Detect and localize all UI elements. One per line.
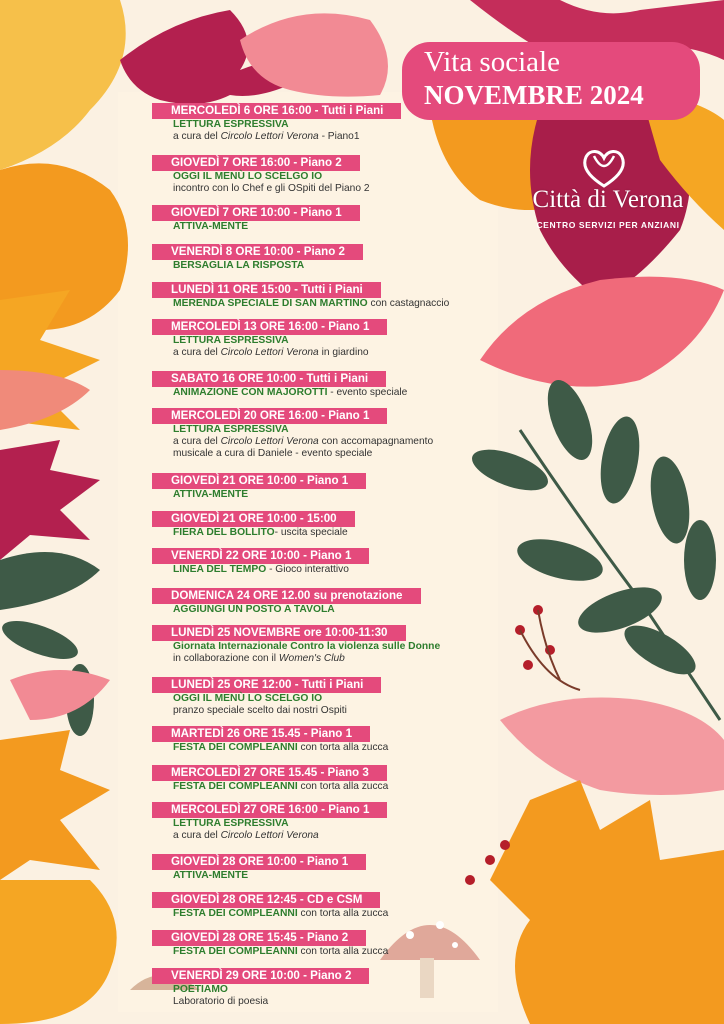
event-date-bar: VENERDÌ 8 ORE 10:00 - Piano 2 xyxy=(152,244,363,260)
pink-leaf-icon xyxy=(500,698,724,796)
event-title: LETTURA ESPRESSIVA xyxy=(173,119,289,130)
event-item xyxy=(152,966,369,1008)
event-item xyxy=(152,852,366,882)
event-date-bar: VENERDÌ 22 ORE 10:00 - Piano 1 xyxy=(152,548,369,564)
event-description: a cura del Circolo Lettori Verona - Piano1 xyxy=(173,131,360,142)
event-title: ATTIVA-MENTE xyxy=(173,489,249,500)
event-item xyxy=(152,317,387,359)
event-item xyxy=(152,546,369,576)
event-description: a cura del Circolo Lettori Verona con accomapagnamento xyxy=(173,436,434,447)
berry-icon xyxy=(523,660,533,670)
event-date-bar: GIOVEDÌ 21 ORE 10:00 - 15:00 xyxy=(152,511,355,527)
event-item xyxy=(152,280,449,310)
event-description: a cura del Circolo Lettori Verona xyxy=(173,830,319,841)
event-title: LINEA DEL TEMPO - Gioco interattivo xyxy=(173,564,349,575)
event-date-bar: MERCOLEDÌ 13 ORE 16:00 - Piano 1 xyxy=(152,319,387,335)
event-description: incontro con lo Chef e gli OSpiti del Piano 2 xyxy=(173,183,370,194)
event-title: FESTA DEI COMPLEANNI con torta alla zucca xyxy=(173,742,389,753)
event-title-note: - Gioco interattivo xyxy=(266,564,349,575)
orange-leaf-icon xyxy=(490,780,724,1024)
event-item xyxy=(152,509,355,539)
event-title: OGGI IL MENÙ LO SCELGO IO xyxy=(173,171,323,182)
event-description: Laboratorio di poesia xyxy=(173,996,269,1007)
event-item xyxy=(152,153,370,195)
green-leaf-icon xyxy=(684,520,716,600)
event-item xyxy=(152,586,421,616)
event-description: musicale a cura di Daniele - evento speciale xyxy=(173,448,373,459)
logo-name: Città di Verona xyxy=(532,186,684,213)
green-leaf-icon xyxy=(513,531,607,589)
event-item xyxy=(152,928,388,958)
event-item xyxy=(152,471,366,501)
event-date-bar: LUNEDÌ 25 NOVEMBRE ore 10:00-11:30 xyxy=(152,625,406,641)
title-banner xyxy=(402,42,700,120)
event-title: ANIMAZIONE CON MAJOROTTI - evento speciale xyxy=(173,387,408,398)
event-title-note: con torta alla zucca xyxy=(297,742,389,753)
event-item xyxy=(152,800,387,842)
event-date-bar: MERCOLEDÌ 27 ORE 16:00 - Piano 1 xyxy=(152,802,387,818)
berry-icon xyxy=(500,840,510,850)
berry-icon xyxy=(485,855,495,865)
event-item xyxy=(152,242,363,272)
event-title-note: con torta alla zucca xyxy=(297,781,389,792)
event-date-bar: MERCOLEDÌ 6 ORE 16:00 - Tutti i Piani xyxy=(152,103,401,119)
event-title-note: con torta alla zucca xyxy=(297,946,389,957)
event-item xyxy=(152,890,388,920)
event-title: LETTURA ESPRESSIVA xyxy=(173,818,289,829)
event-date-bar: GIOVEDÌ 28 ORE 15:45 - Piano 2 xyxy=(152,930,366,946)
event-title: POETIAMO xyxy=(173,984,228,995)
event-date-bar: LUNEDÌ 11 ORE 15:00 - Tutti i Piani xyxy=(152,282,381,298)
orange-leaf-icon xyxy=(0,880,117,1024)
event-title: Giornata Internazionale Contro la violenza sulle Donne xyxy=(173,641,441,652)
pink-leaf-icon xyxy=(480,277,724,387)
event-title: MERENDA SPECIALE DI SAN MARTINO con castagnaccio xyxy=(173,298,450,309)
event-item xyxy=(152,101,401,143)
event-title: ATTIVA-MENTE xyxy=(173,221,249,232)
event-description: in collaborazione con il Women's Club xyxy=(173,653,345,664)
event-date-bar: MERCOLEDÌ 20 ORE 16:00 - Piano 1 xyxy=(152,408,387,424)
green-leaf-icon xyxy=(595,414,646,507)
event-title: OGGI IL MENÙ LO SCELGO IO xyxy=(173,693,323,704)
event-item xyxy=(152,203,360,233)
event-title-note: - uscita speciale xyxy=(274,527,348,538)
event-description: a cura del Circolo Lettori Verona in giardino xyxy=(173,347,369,358)
title-line1: Vita sociale xyxy=(424,46,560,78)
title-month: NOVEMBRE 2024 xyxy=(424,80,644,110)
event-item xyxy=(152,406,433,460)
green-leaf-icon xyxy=(645,454,696,547)
event-title: ATTIVA-MENTE xyxy=(173,870,249,881)
pink-leaf-icon xyxy=(10,670,110,720)
logo-subtitle: CENTRO SERVIZI PER ANZIANI xyxy=(536,220,680,230)
event-title: LETTURA ESPRESSIVA xyxy=(173,335,289,346)
event-title: BERSAGLIA LA RISPOSTA xyxy=(173,260,305,271)
event-date-bar: GIOVEDÌ 7 ORE 16:00 - Piano 2 xyxy=(152,155,360,171)
heart-loop-logo-icon xyxy=(580,146,628,190)
event-item xyxy=(152,675,381,717)
event-item xyxy=(152,724,388,754)
event-date-bar: LUNEDÌ 25 ORE 12:00 - Tutti i Piani xyxy=(152,677,381,693)
orange-leaf-icon xyxy=(0,0,126,170)
event-date-bar: GIOVEDÌ 7 ORE 10:00 - Piano 1 xyxy=(152,205,360,221)
event-date-bar: GIOVEDÌ 21 ORE 10:00 - Piano 1 xyxy=(152,473,366,489)
event-title: FIERA DEL BOLLITO- uscita speciale xyxy=(173,527,348,538)
event-date-bar: DOMENICA 24 ORE 12.00 su prenotazione xyxy=(152,588,421,604)
green-leaf-icon xyxy=(539,374,602,465)
event-title: FESTA DEI COMPLEANNI con torta alla zucca xyxy=(173,946,389,957)
event-item xyxy=(152,623,440,665)
green-leaf-icon xyxy=(0,552,100,610)
event-title: LETTURA ESPRESSIVA xyxy=(173,424,289,435)
red-leaf-icon xyxy=(0,440,100,560)
event-date-bar: SABATO 16 ORE 10:00 - Tutti i Piani xyxy=(152,371,386,387)
event-title-note: - evento speciale xyxy=(327,387,408,398)
event-item xyxy=(152,369,407,399)
event-date-bar: GIOVEDÌ 28 ORE 12:45 - CD e CSM xyxy=(152,892,380,908)
event-title: FESTA DEI COMPLEANNI con torta alla zucca xyxy=(173,781,389,792)
event-date-bar: MERCOLEDÌ 27 ORE 15.45 - Piano 3 xyxy=(152,765,387,781)
city-logo xyxy=(506,146,706,236)
event-description: pranzo speciale scelto dai nostri Ospiti xyxy=(173,705,347,716)
event-date-bar: VENERDÌ 29 ORE 10:00 - Piano 2 xyxy=(152,968,369,984)
event-date-bar: MARTEDÌ 26 ORE 15.45 - Piano 1 xyxy=(152,726,370,742)
event-date-bar: GIOVEDÌ 28 ORE 10:00 - Piano 1 xyxy=(152,854,366,870)
green-leaf-icon xyxy=(0,613,82,667)
event-title: AGGIUNGI UN POSTO A TAVOLA xyxy=(173,604,335,615)
event-title: FESTA DEI COMPLEANNI con torta alla zucca xyxy=(173,908,389,919)
orange-leaf-icon xyxy=(0,730,110,880)
event-title-note: con torta alla zucca xyxy=(297,908,389,919)
event-item xyxy=(152,763,388,793)
berry-icon xyxy=(465,875,475,885)
event-title-note: con castagnaccio xyxy=(367,298,450,309)
